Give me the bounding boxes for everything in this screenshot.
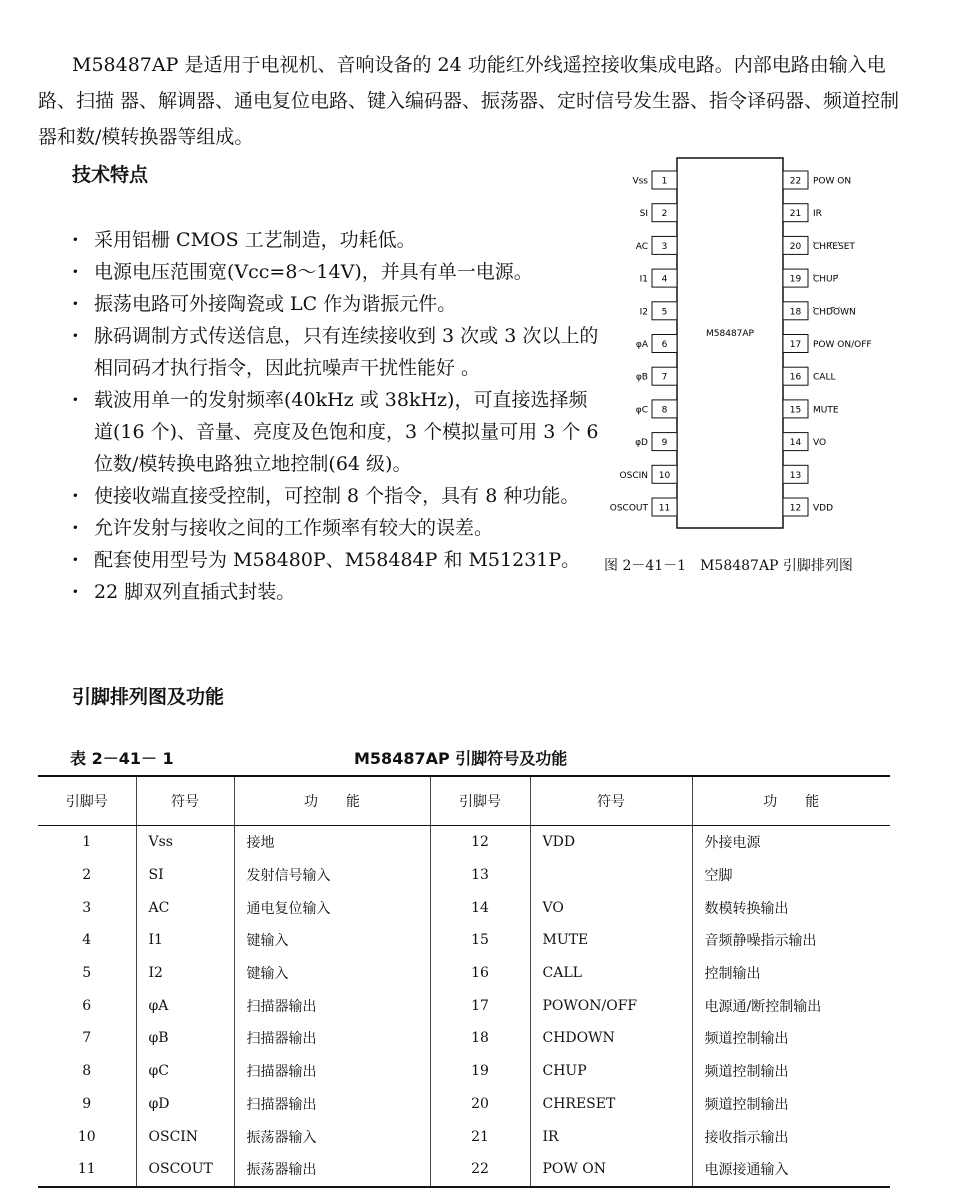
table-cell: 5	[82, 965, 92, 982]
table-title: M58487AP 引脚符号及功能	[354, 749, 568, 768]
table-number: 表 2－41－ 1	[70, 749, 174, 768]
pin-number: 16	[789, 372, 802, 383]
table-cell: 扫描器输出	[234, 1088, 430, 1121]
pin-number: 21	[789, 209, 802, 220]
pin-number: 19	[789, 274, 802, 285]
table-cell: 频道控制输出	[692, 1022, 890, 1055]
table-cell: POW ON	[530, 1153, 692, 1187]
table-cell: 7	[82, 1030, 92, 1047]
pin-label: IR	[813, 209, 822, 220]
pin-number: 7	[661, 372, 668, 383]
table-cell: φD	[136, 1088, 234, 1121]
pin-label: POW ON/OFF	[813, 340, 872, 350]
pin-label: SI	[639, 209, 648, 220]
table-cell: CALL	[530, 957, 692, 990]
table-cell: 接地	[234, 826, 430, 859]
feature-item: · 载波用单一的发射频率(40kHz 或 38kHz)，可直接选择频道(16 个)、音量、亮度及色饱和度，3 个模拟量可用 3 个 6 位数/模转换电路独立地控制(64 级)。	[72, 384, 602, 480]
figure-caption: 图 2－41－1 M58487AP 引脚排列图	[604, 558, 853, 574]
table-cell: 13	[430, 859, 530, 892]
table-cell: 电源接通输入	[692, 1153, 890, 1187]
feature-item: · 电源电压范围宽(Vcc=8～14V)，并具有单一电源。	[72, 256, 602, 288]
table-cell: 9	[82, 1095, 92, 1112]
table-cell: VO	[530, 891, 692, 924]
feature-item: · 允许发射与接收之间的工作频率有较大的误差。	[72, 512, 602, 544]
table-cell: 数模转换输出	[692, 891, 890, 924]
table-cell: 键输入	[234, 924, 430, 957]
pin-section-heading: 引脚排列图及功能	[72, 686, 225, 708]
table-row	[38, 891, 890, 924]
table-cell: CHRESET	[530, 1088, 692, 1121]
pin-label: φB	[635, 372, 648, 383]
table-cell: 22	[430, 1153, 530, 1187]
table-cell: I1	[136, 924, 234, 957]
table-cell: Vss	[136, 826, 234, 859]
table-row	[38, 1022, 890, 1055]
table-cell: OSCIN	[136, 1120, 234, 1153]
table-cell: 接收指示输出	[692, 1120, 890, 1153]
table-cell: 6	[82, 997, 92, 1014]
table-cell: VDD	[530, 826, 692, 859]
pin-number: 15	[789, 405, 802, 416]
table-cell: SI	[136, 859, 234, 892]
pin-number: 9	[661, 438, 668, 449]
table-cell: 通电复位输入	[234, 891, 430, 924]
table-cell: 控制输出	[692, 957, 890, 990]
chip-label: M58487AP	[706, 329, 754, 339]
pin-number: 10	[658, 470, 671, 481]
table-cell: 18	[430, 1022, 530, 1055]
table-cell: 外接电源	[692, 826, 890, 859]
pin-label: I2	[639, 307, 648, 318]
table-cell: CHUP	[530, 1055, 692, 1088]
table-row	[38, 1055, 890, 1088]
table-row	[38, 859, 890, 892]
feature-item: · 采用铝栅 CMOS 工艺制造，功耗低。	[72, 224, 602, 256]
table-cell: 扫描器输出	[234, 1055, 430, 1088]
features-heading: 技术特点	[72, 164, 149, 186]
table-cell: 14	[430, 891, 530, 924]
pin-number: 5	[661, 307, 668, 318]
feature-item: · 振荡电路可外接陶瓷或 LC 作为谐振元件。	[72, 288, 602, 320]
pin-label: POW ON	[813, 176, 852, 187]
table-cell: CHDOWN	[530, 1022, 692, 1055]
table-cell: 11	[38, 1153, 136, 1187]
pin-label: Vss	[632, 176, 648, 187]
pin-label: OSCIN	[619, 470, 648, 481]
table-cell: 振荡器输入	[234, 1120, 430, 1153]
pin-diagram	[600, 150, 890, 540]
table-header-cell: 符号	[136, 776, 234, 826]
table-cell: 扫描器输出	[234, 1022, 430, 1055]
table-cell: 2	[82, 867, 92, 884]
table-cell: IR	[530, 1120, 692, 1153]
table-row	[38, 1088, 890, 1121]
pin-label: CHDOWN	[813, 307, 856, 318]
table-cell: 8	[82, 1063, 92, 1080]
table-cell: POWON/OFF	[530, 989, 692, 1022]
pin-number: 13	[789, 470, 802, 481]
pin-number: 20	[789, 241, 802, 252]
table-header-row	[38, 776, 890, 826]
pin-label: CALL	[813, 372, 836, 383]
pin-label: OSCOUT	[609, 503, 648, 514]
table-cell: 频道控制输出	[692, 1055, 890, 1088]
table-cell: 1	[82, 834, 92, 851]
table-cell: OSCOUT	[136, 1153, 234, 1187]
table-cell: 发射信号输入	[234, 859, 430, 892]
table-row	[38, 1120, 890, 1153]
pin-label: φA	[635, 340, 648, 350]
table-cell: I2	[136, 957, 234, 990]
pin-label: φD	[635, 438, 648, 449]
pin-label: CHUP	[813, 274, 839, 285]
table-cell: AC	[136, 891, 234, 924]
table-cell: 12	[430, 826, 530, 859]
feature-item: · 配套使用型号为 M58480P、M58484P 和 M51231P。	[72, 544, 602, 576]
table-cell: 空脚	[692, 859, 890, 892]
table-cell: φB	[136, 1022, 234, 1055]
table-cell: 4	[82, 932, 92, 949]
feature-item: · 22 脚双列直插式封装。	[72, 576, 602, 608]
table-header-cell: 引脚号	[38, 776, 136, 826]
table-cell: 20	[430, 1088, 530, 1121]
table-row	[38, 1153, 890, 1187]
table-cell: 17	[430, 989, 530, 1022]
table-cell: 19	[430, 1055, 530, 1088]
pin-number: 12	[789, 503, 802, 514]
table-cell: MUTE	[530, 924, 692, 957]
table-row	[38, 826, 890, 859]
table-header-cell: 引脚号	[430, 776, 530, 826]
table-cell: 键输入	[234, 957, 430, 990]
table-cell: 频道控制输出	[692, 1088, 890, 1121]
table-header-cell: 符号	[530, 776, 692, 826]
table-cell: 振荡器输出	[234, 1153, 430, 1187]
table-cell: 21	[430, 1120, 530, 1153]
pin-label: VDD	[813, 503, 834, 514]
table-cell: 音频静噪指示输出	[692, 924, 890, 957]
pin-number: 2	[661, 209, 668, 220]
pin-number: 17	[789, 340, 802, 350]
table-cell: 电源通/断控制输出	[692, 989, 890, 1022]
feature-item: · 使接收端直接受控制，可控制 8 个指令，具有 8 种功能。	[72, 480, 602, 512]
pin-label: I1	[639, 274, 648, 285]
pin-number: 18	[789, 307, 802, 318]
table-row	[38, 989, 890, 1022]
pin-number: 3	[661, 241, 668, 252]
pin-number: 14	[789, 438, 802, 449]
pin-number: 6	[661, 340, 668, 350]
table-cell: 15	[430, 924, 530, 957]
intro-paragraph: M58487AP 是适用于电视机、音响设备的 24 功能红外线遥控接收集成电路。内部电路由输入电路、扫描 器、解调器、通电复位电路、键入编码器、振荡器、定时信号发生器、指令译码器、频道控制器和数/模转换器等组成。	[38, 54, 900, 148]
table-cell: 扫描器输出	[234, 989, 430, 1022]
table-cell: 16	[430, 957, 530, 990]
table-row	[38, 924, 890, 957]
table-cell: φA	[136, 989, 234, 1022]
pin-label: MUTE	[813, 405, 839, 416]
table-row	[38, 957, 890, 990]
table-header-cell: 功 能	[692, 776, 890, 826]
pin-number: 11	[658, 503, 671, 514]
table-cell: 3	[82, 899, 92, 916]
table-header-cell: 功 能	[234, 776, 430, 826]
table-cell: 10	[77, 1128, 96, 1145]
features-list	[72, 224, 602, 608]
pin-label: AC	[635, 241, 648, 252]
chip-body	[677, 158, 783, 528]
pin-number: 8	[661, 405, 668, 416]
table-cell	[530, 859, 692, 892]
pin-label: CHRESET	[813, 241, 855, 252]
pin-function-table	[38, 775, 890, 1188]
pin-number: 22	[789, 176, 802, 187]
pin-label: φC	[635, 405, 648, 416]
pin-number: 4	[661, 274, 668, 285]
table-cell: φC	[136, 1055, 234, 1088]
pin-label: VO	[813, 438, 827, 449]
pin-number: 1	[661, 176, 668, 187]
feature-item: · 脉码调制方式传送信息，只有连续接收到 3 次或 3 次以上的相同码才执行指令，因此抗噪声干扰性能好 。	[72, 320, 602, 384]
